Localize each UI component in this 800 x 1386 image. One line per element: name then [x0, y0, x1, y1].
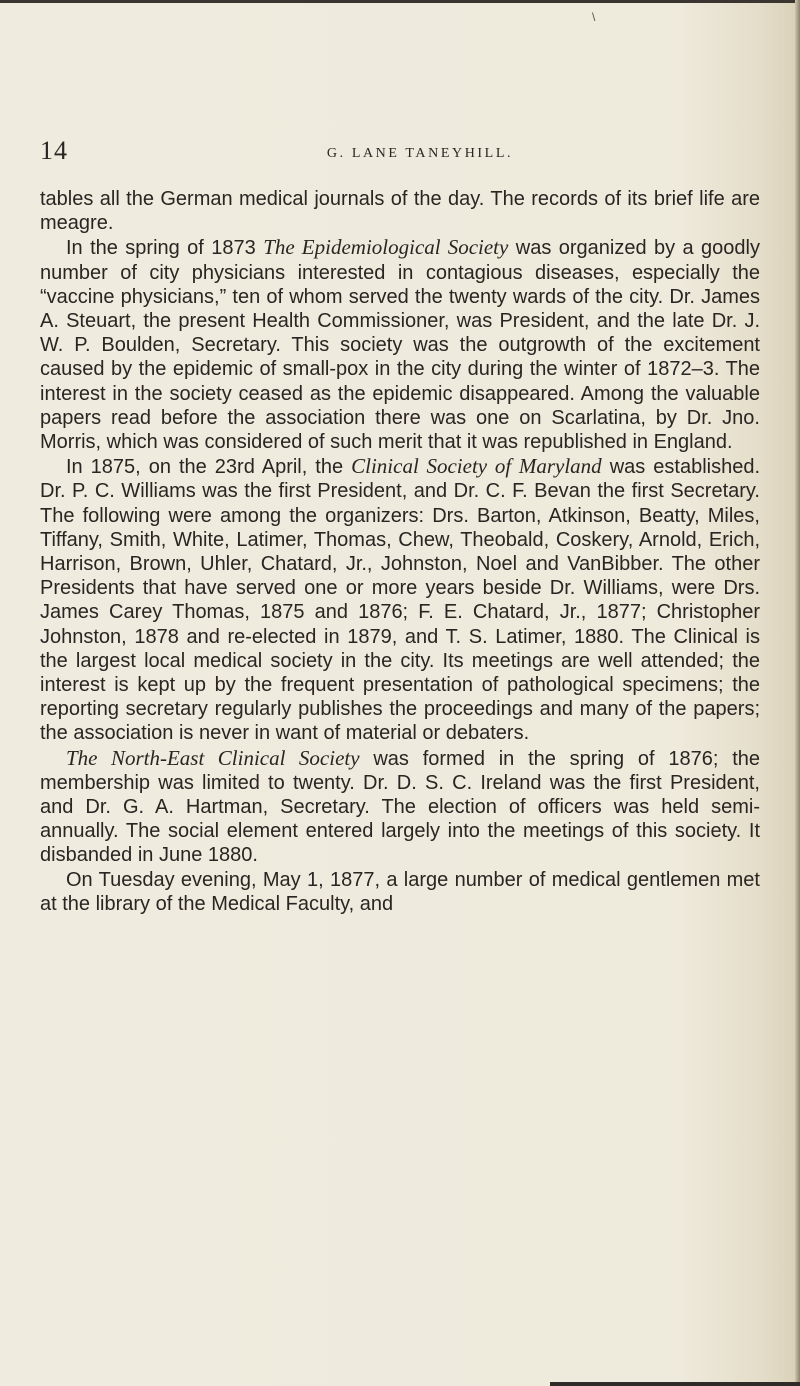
paragraph-text: tables all the German medical journals of the day. The records of its brief life are meagre. [40, 188, 760, 235]
paragraph [40, 235, 760, 454]
corner-mark: \ [592, 10, 596, 24]
society-name: The Epidemiological Society [263, 235, 509, 260]
running-head-title: G. LANE TANEYHILL. [326, 146, 514, 161]
society-name: The North-East Clinical Society [66, 745, 360, 770]
society-name: Clinical Society of Maryland [351, 454, 602, 479]
paragraph-text: was organized by a goodly number of city physicians interested in contagious diseases, especially the “vaccine physicians,” ten of whom served the twenty wards of the city. Dr. James A. Steuart, the present Health Commissioner, was President, and the late Dr. J. W. P. Boulden, Secretary. This society was the outgrowth of the excitement caused by the epidemic of small-pox in the city during the winter of 1872–3. The interest in the society ceased as the epidemic disappeared. Among the valuable papers read before the association there was one on Scarlatina, by Dr. Jno. Morris, which was considered of such merit that it was republished in England. [40, 237, 760, 454]
body-text [40, 187, 760, 916]
running-head [40, 136, 760, 172]
top-edge-rule [0, 0, 800, 3]
paragraph-text: On Tuesday evening, May 1, 1877, a large number of medical gentlemen met at the library of the Medical Faculty, and [40, 868, 760, 915]
paragraph-text: was formed in the spring of 1876; the membership was limited to twenty. Dr. D. S. C. Ireland was the first President, and Dr. G. A. Hartman, Secretary. The election of officers was held semi-annually. The social element entered largely into the meetings of this society. It disbanded in June 1880. [40, 747, 760, 867]
paragraph-text: was established. Dr. P. C. Williams was the first President, and Dr. C. F. Bevan the first Secretary. The following were among the organizers: Drs. Barton, Atkinson, Beatty, Miles, Tiffany, Smith, White, Latimer, Thomas, Chew, Theobald, Coskery, Arnold, Erich, Harrison, Brown, Uhler, Chatard, Jr., Johnston, Noel and VanBibber. The other Presidents that have served one or more years beside Dr. Williams, were Drs. James Carey Thomas, 1875 and 1876; F. E. Chatard, Jr., 1877; Christopher Johnston, 1878 and re-elected in 1879, and T. S. Latimer, 1880. The Clinical is the largest local medical society in the city. Its meetings are well attended; the interest is kept up by the frequent presentation of pathological specimens; the reporting secretary regularly publishes the proceedings and many of the papers; the association is never in want of material or debaters. [40, 456, 761, 745]
page-edge-shadow [795, 0, 800, 1386]
paragraph [40, 868, 760, 916]
paragraph [40, 187, 760, 235]
paragraph [40, 746, 760, 868]
paragraph-text: In 1875, on the 23rd April, the [66, 456, 352, 479]
paragraph [40, 454, 760, 745]
bottom-edge-rule [550, 1382, 800, 1386]
paragraph-text: In the spring of 1873 [66, 237, 264, 260]
page-number: 14 [40, 136, 68, 165]
